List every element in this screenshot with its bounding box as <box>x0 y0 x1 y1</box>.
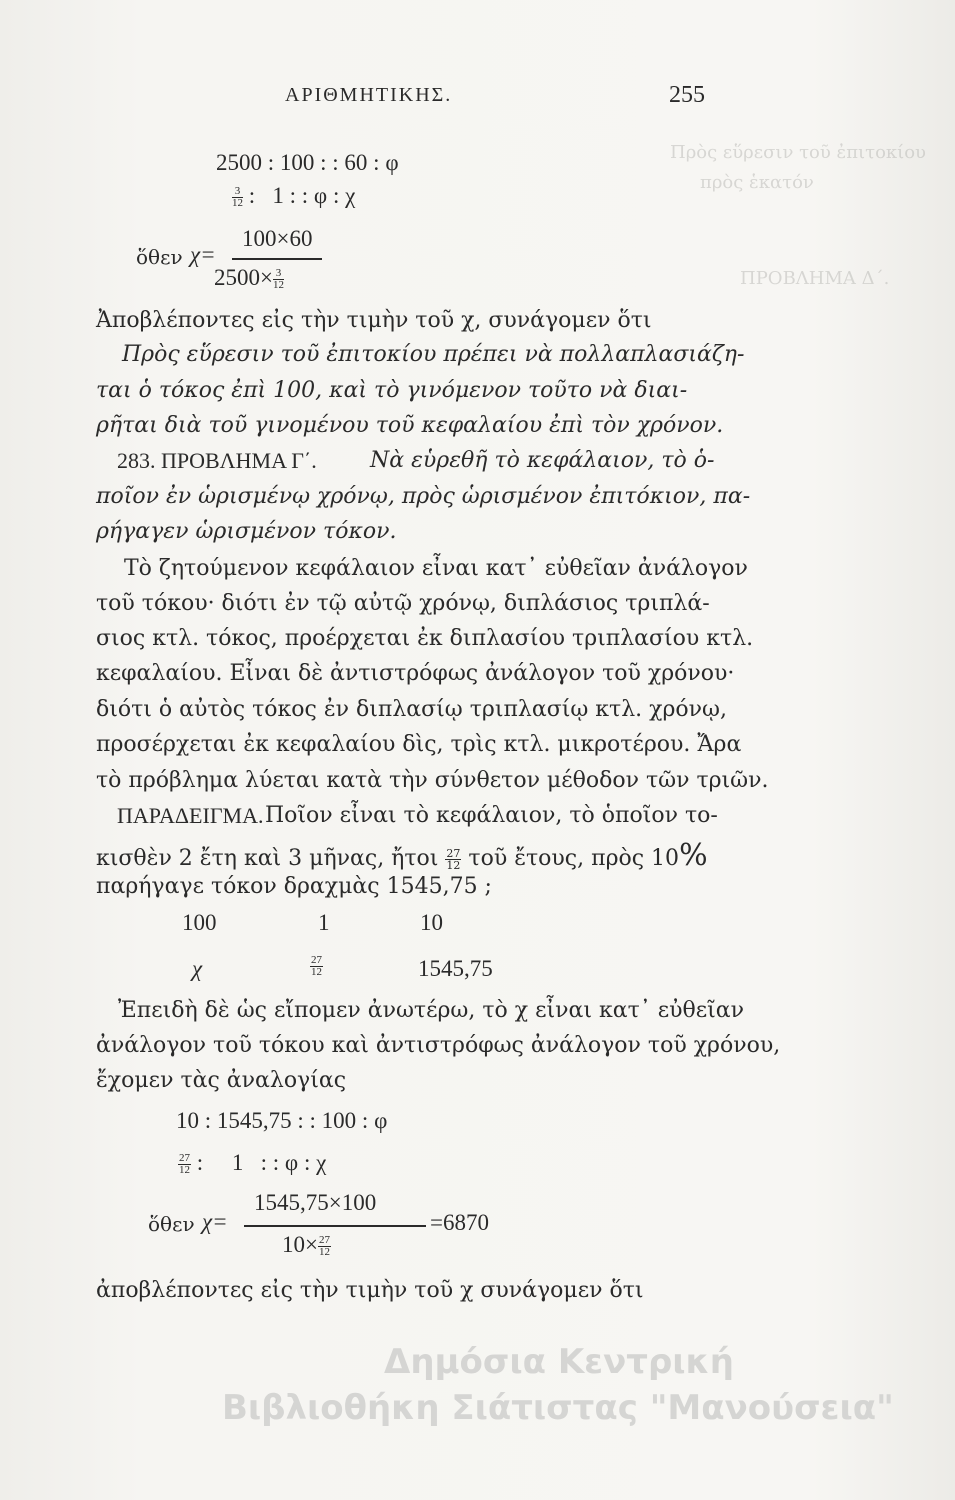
problem-number: 283. ΠΡΟΒΛΗΜΑ Γ΄. <box>117 448 317 473</box>
formula-1-lhs: χ= <box>190 242 216 267</box>
formula-1-prefix: ὅθεν <box>136 245 183 269</box>
table-cell: 10 <box>420 910 443 935</box>
term: 10 <box>176 1108 199 1133</box>
term: φ <box>385 150 399 175</box>
term: χ <box>316 1150 327 1175</box>
formula-2-numerator: 1545,75×100 <box>254 1190 377 1215</box>
separator: : <box>361 1108 369 1133</box>
text-line: Τὸ ζητούμενον κεφάλαιον εἶναι κατ᾿ εὐθεῖαν ἀνάλογον <box>124 556 748 581</box>
separator: : : <box>260 1150 280 1175</box>
proportion-4 <box>178 1150 326 1176</box>
separator: : <box>196 1150 204 1175</box>
proportion-1 <box>216 150 399 176</box>
problem-text-line: ποῖον ἐν ὡρισμένῳ χρόνῳ, πρὸς ὡρισμένον ἐπιτόκιον, πα- <box>96 484 751 509</box>
separator: : : <box>297 1108 316 1133</box>
formula-2-denominator: 10× $\frac{27}{12}$ <box>282 1232 330 1259</box>
formula-2-lhs: χ= <box>202 1209 228 1234</box>
percent-sign: % <box>679 838 708 873</box>
page-number: 255 <box>669 82 705 108</box>
text-line: τοῦ τόκου· διότι ἐν τῷ αὐτῷ χρόνῳ, διπλάσιος τριπλά- <box>96 591 710 616</box>
text-line: παρήγαγε τόκον δραχμὰς 1545,75 ; <box>96 874 492 899</box>
table-cell: 1545,75 <box>418 956 493 981</box>
table-cell: 1 <box>318 910 330 935</box>
separator: : : <box>289 183 309 208</box>
formula-1-numerator: 100×60 <box>242 226 313 251</box>
example-label: ΠΑΡΑΔΕΙΓΜΑ. <box>117 803 264 828</box>
term: 60 <box>344 150 368 175</box>
text-line: προσέρχεται ἐκ κεφαλαίου δὶς, τρὶς κτλ. μικροτέρου. Ἄρα <box>96 732 742 757</box>
text-line: Ποῖον εἶναι τὸ κεφάλαιον, τὸ ὁποῖον το- <box>265 803 718 828</box>
rule-text-line: ρῆται διὰ τοῦ γινομένου τοῦ κεφαλαίου ἐπὶ τὸν χρόνον. <box>96 413 724 438</box>
table-cell: 100 <box>182 910 217 935</box>
term: χ <box>345 183 356 208</box>
fraction: $\frac{3}{12}$ <box>272 267 284 292</box>
text-line: κισθὲν 2 ἔτη καὶ 3 μῆνας, ἤτοι $\frac{27}{12}$ τοῦ ἔτους, πρὸς 10% <box>96 838 708 873</box>
text-line: σιος κτλ. τόκος, προέρχεται ἐκ διπλασίου τριπλασίου κτλ. <box>96 626 754 651</box>
formula-2-result: =6870 <box>430 1210 489 1235</box>
term: 1545,75 <box>216 1108 292 1133</box>
table-cell <box>310 952 323 978</box>
show-through-text: ΠΡΟΒΛΗΜΑ Δ΄. <box>740 268 890 289</box>
text-line: Ἀποβλέποντες εἰς τὴν τιμὴν τοῦ χ, συνάγομεν ὅτι <box>96 308 652 333</box>
separator: : <box>303 1150 311 1175</box>
term: 1 <box>231 1150 244 1175</box>
separator: : <box>204 1108 212 1133</box>
library-watermark-line-2: Βιβλιοθήκη Σιάτιστας "Μανούσεια" <box>222 1388 894 1428</box>
proportion-2 <box>232 183 355 209</box>
term: φ <box>313 183 328 208</box>
fraction: $\frac{27}{12}$ <box>311 954 322 979</box>
table-cell: χ <box>192 956 203 981</box>
text-line: διότι ὁ αὐτὸς τόκος ἐν διπλασίῳ τριπλασίῳ κτλ. χρόνῳ, <box>96 697 727 722</box>
text-line: ἀποβλέποντες εἰς τὴν τιμὴν τοῦ χ συνάγομεν ὅτι <box>96 1278 644 1303</box>
text-line: ἀνάλογον τοῦ τόκου καὶ ἀντιστρόφως ἀνάλογον τοῦ χρόνου, <box>96 1033 781 1058</box>
separator: : : <box>320 150 339 175</box>
term: 100 <box>279 150 315 175</box>
problem-text-line: Νὰ εὑρεθῆ τὸ κεφάλαιον, τὸ ὁ- <box>370 448 715 473</box>
fraction: $\frac{27}{12}$ <box>446 846 461 872</box>
fraction: $\frac{27}{12}$ <box>179 1152 190 1177</box>
fraction: $\frac{27}{12}$ <box>318 1234 330 1259</box>
show-through-text: πρὸς ἑκατόν <box>700 172 814 193</box>
separator: : <box>373 150 380 175</box>
term: φ <box>374 1108 388 1133</box>
fraction: $\frac{3}{12}$ <box>232 185 243 210</box>
show-through-text: Πρὸς εὕρεσιν τοῦ ἐπιτοκίου <box>670 142 926 163</box>
text-line: τὸ πρόβλημα λύεται κατὰ τὴν σύνθετον μέθοδον τῶν τριῶν. <box>96 768 769 793</box>
term: 100 <box>321 1108 357 1133</box>
text-line: ἔχομεν τὰς ἀναλογίας <box>96 1068 347 1093</box>
text-line: κεφαλαίου. Εἶναι δὲ ἀντιστρόφως ἀνάλογον τοῦ χρόνου· <box>96 661 735 686</box>
separator: : <box>267 150 275 175</box>
library-watermark-line-1: Δημόσια Κεντρική <box>384 1342 734 1382</box>
fraction-bar <box>244 1225 426 1227</box>
rule-text-line: ται ὁ τόκος ἐπὶ 100, καὶ τὸ γινόμενον τοῦτο νὰ διαι- <box>96 378 688 403</box>
term: 2500 <box>216 150 262 175</box>
formula-1-denominator: 2500× $\frac{3}{12}$ <box>214 265 284 292</box>
fraction-bar <box>232 258 322 260</box>
text-line: Ἐπειδὴ δὲ ὡς εἴπομεν ἀνωτέρω, τὸ χ εἶναι κατ᾿ εὐθεῖαν <box>118 998 745 1023</box>
formula-2-prefix: ὅθεν <box>148 1212 195 1236</box>
term: φ <box>284 1150 299 1175</box>
problem-text-line: ρήγαγεν ὡρισμένον τόκον. <box>96 519 397 544</box>
separator: : <box>248 183 256 208</box>
term: 1 <box>272 183 284 208</box>
separator: : <box>332 183 340 208</box>
rule-text-line: Πρὸς εὕρεσιν τοῦ ἐπιτοκίου πρέπει νὰ πολλαπλασιάζη- <box>122 342 745 367</box>
running-head: ΑΡΙΘΜΗΤΙΚΗΣ. <box>285 84 453 106</box>
proportion-3 <box>176 1108 387 1134</box>
